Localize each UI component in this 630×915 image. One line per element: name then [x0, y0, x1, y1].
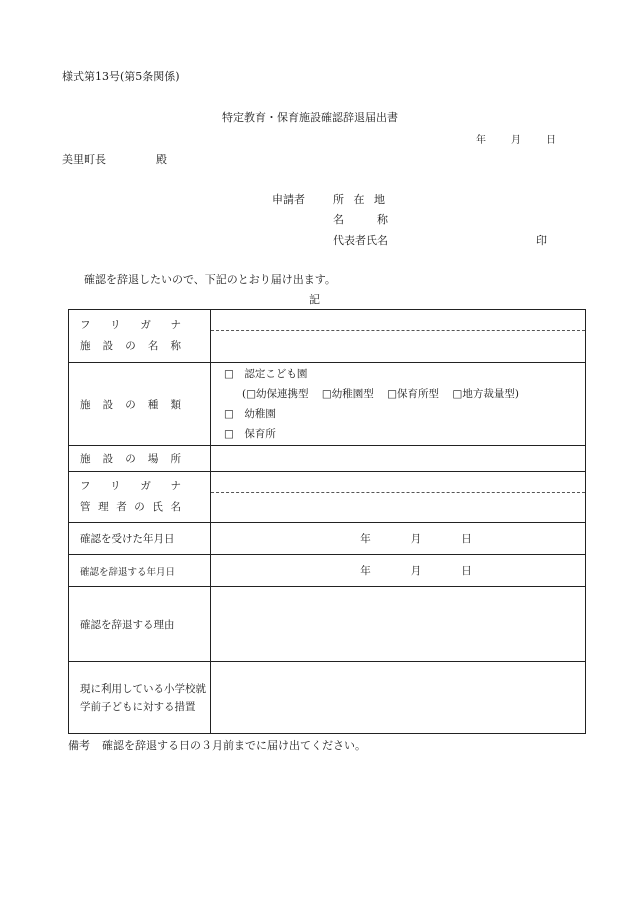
- furigana-field[interactable]: [211, 310, 585, 331]
- form-number: 様式第13号(第5条関係): [62, 70, 180, 83]
- checkbox-hoikusho[interactable]: □ 保育所: [224, 428, 276, 440]
- label-char: 称: [170, 340, 181, 352]
- row-facility-location: [69, 446, 586, 472]
- label-char: 氏: [152, 501, 163, 513]
- honorific: 殿: [156, 153, 167, 166]
- checkbox-yochien-gata[interactable]: □幼稚園型: [321, 388, 374, 400]
- label-char: 設: [102, 340, 114, 352]
- date-month-label: 月: [511, 135, 521, 146]
- label-char: 施: [80, 453, 91, 465]
- manager-furigana-field[interactable]: [211, 472, 585, 493]
- ki-mark: 記: [309, 293, 320, 306]
- label-char: 名: [170, 501, 181, 513]
- checkbox-chiho-sairyo[interactable]: □地方裁量型): [452, 388, 519, 400]
- representative-label: 代表者氏名: [333, 234, 388, 247]
- label-char: 管: [80, 501, 91, 513]
- label-char: 設: [102, 398, 114, 411]
- date-day-label: 日: [546, 135, 556, 146]
- checkbox-yochien[interactable]: □ 幼稚園: [224, 408, 276, 420]
- label-char: 場: [147, 453, 159, 465]
- year-label: 年: [360, 565, 371, 577]
- reason-field[interactable]: [211, 587, 586, 662]
- label-char: フ: [80, 480, 91, 492]
- withdraw-date-field[interactable]: [211, 555, 586, 587]
- note-text: 確認を辞退する日の３月前までに届け出てください。: [102, 739, 366, 752]
- facility-location-label: [69, 446, 211, 472]
- label-char: ナ: [170, 319, 181, 331]
- form-table: [68, 309, 586, 734]
- label-char: リ: [110, 319, 121, 331]
- name-label: 名 称: [333, 213, 388, 226]
- address-label: 所 在 地: [333, 193, 388, 206]
- label-char: ガ: [140, 480, 151, 492]
- label-char: 理: [98, 501, 109, 513]
- day-label: 日: [461, 565, 472, 577]
- addressee: 美里町長: [62, 153, 106, 166]
- checkbox-kodomoen[interactable]: □ 認定こども園: [224, 368, 308, 380]
- applicant-label: 申請者: [272, 193, 305, 206]
- row-confirmed-date: [69, 523, 586, 555]
- label-char: の: [125, 453, 136, 465]
- facility-name-field[interactable]: [211, 310, 586, 363]
- year-label: 年: [360, 533, 371, 545]
- label-char: 施: [80, 398, 91, 411]
- checkbox-yoho-renkei[interactable]: (□幼保連携型: [242, 388, 309, 400]
- month-label: 月: [410, 565, 422, 577]
- label-char: 類: [170, 398, 181, 411]
- label-char: 施: [80, 340, 91, 352]
- row-withdraw-date: [69, 555, 586, 587]
- month-label: 月: [410, 533, 422, 545]
- label-char: の: [125, 398, 136, 411]
- label-char: フ: [80, 319, 91, 331]
- checkbox-hoikusho-gata[interactable]: □保育所型: [387, 388, 440, 400]
- label-char: 種: [147, 398, 159, 411]
- withdraw-date-label: 確認を辞退する年月日: [69, 555, 211, 587]
- row-measures: [69, 662, 586, 734]
- facility-type-label: [69, 363, 211, 446]
- manager-name-label: [69, 472, 211, 523]
- reason-label: 確認を辞退する理由: [69, 587, 211, 662]
- label-char: 設: [102, 453, 114, 465]
- row-reason: [69, 587, 586, 662]
- confirmed-date-label: 確認を受けた年月日: [69, 523, 211, 555]
- label-char: ナ: [170, 480, 181, 492]
- label-char: 所: [170, 453, 181, 465]
- facility-type-options: [211, 363, 586, 446]
- document-title: 特定教育・保育施設確認辞退届出書: [222, 111, 398, 124]
- facility-location-field[interactable]: [211, 446, 586, 472]
- measures-label-line1: 現に利用している小学校就: [80, 682, 206, 695]
- facility-name-label: [69, 310, 211, 363]
- label-char: 名: [147, 340, 159, 352]
- manager-name-field[interactable]: [211, 472, 586, 523]
- measures-label: [69, 662, 211, 734]
- measures-field[interactable]: [211, 662, 586, 734]
- measures-label-line2: 学前子どもに対する措置: [80, 700, 196, 713]
- row-facility-type: [69, 363, 586, 446]
- label-char: ガ: [140, 319, 151, 331]
- seal-mark: 印: [536, 234, 547, 247]
- day-label: 日: [461, 533, 472, 545]
- label-char: 者: [116, 501, 127, 513]
- date-year-label: 年: [476, 135, 486, 146]
- label-char: の: [134, 501, 145, 513]
- note-label: 備考: [68, 739, 90, 752]
- label-char: リ: [110, 480, 121, 492]
- statement-text: 確認を辞退したいので、下記のとおり届け出ます。: [84, 273, 336, 286]
- confirmed-date-field[interactable]: [211, 523, 586, 555]
- row-manager-name: [69, 472, 586, 523]
- row-facility-name: [69, 310, 586, 363]
- label-char: の: [125, 340, 136, 352]
